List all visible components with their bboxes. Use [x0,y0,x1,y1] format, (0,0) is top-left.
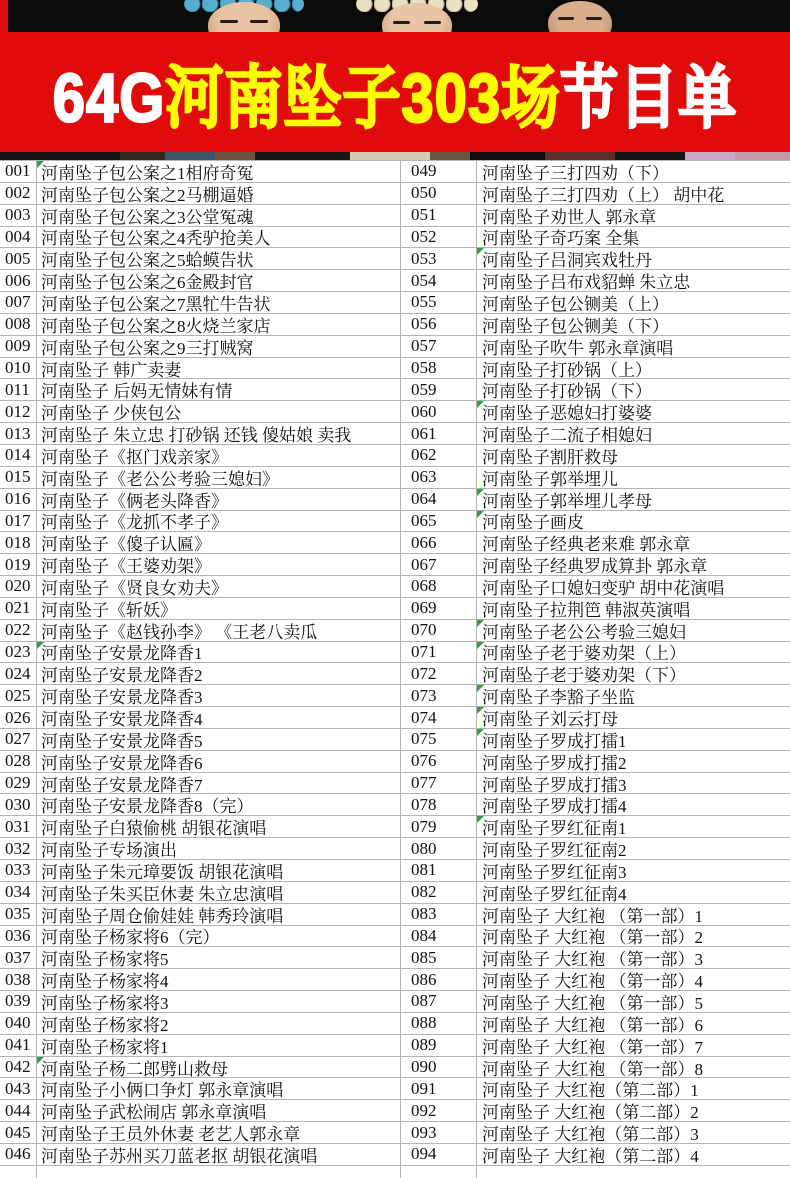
row-number-cell[interactable]: 008 [0,314,37,335]
row-number-cell[interactable]: 017 [0,511,37,532]
table-row [0,1144,790,1166]
table-row [0,642,790,664]
program-title-cell[interactable]: 河南坠子杨家将6（完） [37,926,401,947]
row-number-cell[interactable]: 076 [401,751,477,772]
table-row [0,336,790,358]
row-number-cell[interactable]: 039 [0,991,37,1012]
program-title-cell[interactable]: 河南坠子打砂锅（上） [482,360,652,379]
table-row [0,729,790,751]
table-row [0,991,790,1013]
program-title-cell[interactable]: 河南坠子安景龙降香6 [37,751,401,772]
program-title-cell[interactable]: 河南坠子包公案之8火烧兰家店 [37,314,401,335]
program-title-cell[interactable]: 河南坠子割肝救母 [482,447,618,466]
program-title-cell[interactable]: 河南坠子刘云打母 [477,707,790,728]
row-number-cell[interactable]: 010 [0,358,37,379]
program-title-cell[interactable]: 河南坠子拉荆笆 韩淑英演唱 [482,600,691,619]
program-title-cell[interactable]: 河南坠子二流子相媳妇 [482,426,652,444]
table-row [0,969,790,991]
table-row [0,1100,790,1122]
program-title-cell[interactable]: 河南坠子吹牛 郭永章演唱 [482,338,674,357]
program-title-cell[interactable]: 河南坠子老公公考验三媳妇 [477,620,790,641]
row-number-cell[interactable]: 062 [401,445,477,466]
row-number-cell[interactable]: 081 [401,860,477,881]
row-number-cell[interactable]: 042 [0,1057,37,1078]
program-title-cell[interactable]: 河南坠子经典老来难 郭永章 [482,535,691,554]
row-number-cell[interactable] [0,1166,37,1178]
row-number-cell[interactable]: 074 [401,707,477,728]
program-title-cell[interactable]: 河南坠子 大红袍 （第一部）2 [482,928,703,947]
row-number-cell[interactable]: 051 [401,205,477,226]
title-highlight: 河南坠子303场 [165,60,561,137]
program-title-cell[interactable]: 河南坠子包公铡美（上） [482,294,669,313]
table-row [0,161,790,183]
row-number-cell[interactable]: 030 [0,794,37,815]
table-row [0,620,790,642]
program-title-cell[interactable]: 河南坠子安景龙降香1 [37,642,401,663]
row-number-cell[interactable]: 070 [401,620,477,641]
table-row [0,379,790,401]
table-row [0,904,790,926]
program-title-cell[interactable]: 河南坠子安景龙降香8（完） [37,794,401,815]
program-title-cell[interactable]: 河南坠子 大红袍 （第一部）8 [482,1059,703,1078]
row-number-cell[interactable]: 072 [401,663,477,684]
row-number-cell[interactable]: 043 [0,1078,37,1099]
table-row [0,1057,790,1079]
program-title-cell[interactable]: 河南坠子《抠门戏亲家》 [37,445,401,466]
row-number-cell[interactable]: 034 [0,882,37,903]
program-table [0,160,790,1178]
table-row [0,816,790,838]
row-number-cell[interactable]: 029 [0,773,37,794]
table-row [0,445,790,467]
table-row [0,926,790,948]
program-title-cell[interactable]: 河南坠子 少侠包公 [37,401,401,422]
row-number-cell[interactable]: 084 [401,926,477,947]
row-number-cell[interactable]: 019 [0,554,37,575]
program-title-cell[interactable]: 河南坠子安景龙降香5 [37,729,401,750]
row-number-cell[interactable]: 013 [0,423,37,444]
program-title-cell[interactable]: 河南坠子《贤良女劝夫》 [37,576,401,597]
program-title-cell[interactable]: 河南坠子安景龙降香7 [37,773,401,794]
row-number-cell[interactable]: 020 [0,576,37,597]
row-number-cell[interactable]: 093 [401,1122,477,1143]
table-row [0,205,790,227]
row-number-cell[interactable]: 061 [401,423,477,444]
program-title-cell[interactable]: 河南坠子口媳妇变驴 胡中花演唱 [482,578,725,597]
program-title-cell[interactable]: 河南坠子三打四劝（上） 胡中花 [482,185,725,204]
program-title-cell[interactable]: 河南坠子朱元璋要饭 胡银花演唱 [37,860,401,881]
program-title-cell[interactable]: 河南坠子 后妈无情妹有情 [37,379,401,400]
table-row [0,227,790,249]
row-number-cell[interactable]: 014 [0,445,37,466]
row-number-cell[interactable]: 038 [0,969,37,990]
table-row [0,794,790,816]
row-number-cell[interactable]: 092 [401,1100,477,1121]
program-title-cell[interactable]: 河南坠子 大红袍 （第一部）6 [482,1015,703,1034]
program-title-cell[interactable]: 河南坠子老于婆劝架（下） [482,666,686,685]
program-title-cell[interactable]: 河南坠子 大红袍 （第一部）4 [482,972,703,991]
table-row [0,554,790,576]
row-number-cell[interactable]: 054 [401,270,477,291]
table-row [0,751,790,773]
program-title-cell[interactable] [477,1166,790,1178]
program-title-cell[interactable]: 河南坠子李豁子坐监 [477,685,790,706]
program-title-cell[interactable]: 河南坠子 大红袍 （第一部）5 [482,993,703,1012]
table-row [0,1122,790,1144]
table-row [0,947,790,969]
performers-photo-strip-top [0,0,790,32]
row-number-cell[interactable]: 053 [401,248,477,269]
program-title-cell[interactable]: 河南坠子《龙抓不孝子》 [37,511,401,532]
row-number-cell[interactable]: 007 [0,292,37,313]
program-title-cell[interactable]: 河南坠子包公案之6金殿封官 [37,270,401,291]
row-number-cell[interactable]: 059 [401,379,477,400]
program-title-cell[interactable]: 河南坠子包公案之3公堂冤魂 [37,205,401,226]
row-number-cell[interactable]: 024 [0,663,37,684]
row-number-cell[interactable]: 064 [401,489,477,510]
row-number-cell[interactable]: 091 [401,1078,477,1099]
program-title-cell[interactable]: 河南坠子安景龙降香2 [37,663,401,684]
row-number-cell[interactable]: 079 [401,816,477,837]
page-title [53,42,737,141]
row-number-cell[interactable]: 049 [401,161,477,182]
row-number-cell[interactable]: 035 [0,904,37,925]
program-title-cell[interactable]: 河南坠子杨家将4 [37,969,401,990]
program-title-cell[interactable]: 河南坠子 大红袍 （第一部）1 [482,906,703,925]
program-title-cell[interactable]: 河南坠子《傻子认匾》 [37,532,401,553]
row-number-cell[interactable]: 015 [0,467,37,488]
program-title-cell[interactable]: 河南坠子劝世人 郭永章 [482,207,657,226]
table-row [0,423,790,445]
row-number-cell[interactable]: 004 [0,227,37,248]
row-number-cell[interactable]: 011 [0,379,37,400]
row-number-cell[interactable]: 063 [401,467,477,488]
row-number-cell[interactable]: 009 [0,336,37,357]
row-number-cell[interactable]: 055 [401,292,477,313]
table-row [0,467,790,489]
row-number-cell[interactable]: 006 [0,270,37,291]
program-title-cell[interactable] [37,1166,401,1178]
row-number-cell[interactable]: 078 [401,794,477,815]
row-number-cell[interactable]: 012 [0,401,37,422]
program-title-cell[interactable]: 河南坠子罗红征南3 [482,862,627,881]
program-title-cell[interactable]: 河南坠子安景龙降香4 [37,707,401,728]
program-title-cell[interactable]: 河南坠子罗成打擂2 [482,753,627,772]
table-row [0,358,790,380]
table-row [0,598,790,620]
row-number-cell[interactable]: 089 [401,1035,477,1056]
program-title-cell[interactable]: 河南坠子《赵钱孙李》 《王老八卖瓜 [37,620,401,641]
row-number-cell[interactable]: 028 [0,751,37,772]
row-number-cell[interactable]: 057 [401,336,477,357]
program-title-cell[interactable]: 河南坠子奇巧案 全集 [482,229,640,248]
table-row [0,663,790,685]
row-number-cell[interactable]: 031 [0,816,37,837]
table-row [0,1035,790,1057]
row-number-cell[interactable]: 052 [401,227,477,248]
program-title-cell[interactable]: 河南坠子苏州买刀蓝老抠 胡银花演唱 [37,1144,401,1165]
program-title-cell[interactable]: 河南坠子王员外休妻 老艺人郭永章 [37,1122,401,1143]
table-row [0,1078,790,1100]
row-number-cell[interactable]: 083 [401,904,477,925]
table-row [0,292,790,314]
program-title-cell[interactable]: 河南坠子周仓偷娃娃 韩秀玲演唱 [37,904,401,925]
program-title-cell[interactable]: 河南坠子罗成打擂4 [482,797,627,816]
table-row [0,532,790,554]
row-number-cell[interactable]: 037 [0,947,37,968]
row-number-cell[interactable]: 050 [401,183,477,204]
program-title-cell[interactable]: 河南坠子包公案之5蛤蟆告状 [37,248,401,269]
row-number-cell[interactable]: 044 [0,1100,37,1121]
table-row [0,489,790,511]
title-prefix: 64G [52,60,166,137]
program-title-cell[interactable]: 河南坠子 朱立忠 打砂锅 还钱 傻姑娘 卖我 [37,423,401,444]
program-title-cell[interactable]: 河南坠子包公案之7黑牤牛告状 [37,292,401,313]
program-title-cell[interactable]: 河南坠子 大红袍（第二部）2 [482,1103,699,1122]
row-number-cell[interactable]: 071 [401,642,477,663]
row-number-cell[interactable]: 041 [0,1035,37,1056]
program-title-cell[interactable]: 河南坠子《王婆劝架》 [37,554,401,575]
row-number-cell[interactable]: 045 [0,1122,37,1143]
row-number-cell[interactable]: 056 [401,314,477,335]
row-number-cell[interactable]: 090 [401,1057,477,1078]
program-title-cell[interactable]: 河南坠子《斩妖》 [37,598,401,619]
row-number-cell[interactable]: 021 [0,598,37,619]
program-title-cell[interactable]: 河南坠子老于婆劝架（上） [477,642,790,663]
table-row [0,685,790,707]
program-title-cell[interactable]: 河南坠子恶媳妇打婆婆 [477,401,790,422]
row-number-cell[interactable]: 094 [401,1144,477,1165]
program-title-cell[interactable]: 河南坠子包公案之2马棚逼婚 [37,183,401,204]
program-title-cell[interactable]: 河南坠子 大红袍 （第一部）7 [482,1037,703,1056]
program-title-cell[interactable]: 河南坠子《俩老头降香》 [37,489,401,510]
program-title-cell[interactable]: 河南坠子杨家将2 [37,1013,401,1034]
table-row [0,576,790,598]
table-row [0,401,790,423]
program-title-cell[interactable]: 河南坠子 大红袍（第二部）4 [482,1146,699,1165]
table-row [0,270,790,292]
row-number-cell[interactable]: 036 [0,926,37,947]
program-title-cell[interactable]: 河南坠子包公案之1相府奇冤 [37,161,401,182]
program-title-cell[interactable]: 河南坠子武松闹店 郭永章演唱 [37,1100,401,1121]
row-number-cell[interactable]: 075 [401,729,477,750]
row-number-cell[interactable]: 069 [401,598,477,619]
program-title-cell[interactable]: 河南坠子罗成打擂3 [482,775,627,794]
row-number-cell[interactable]: 082 [401,882,477,903]
row-number-cell[interactable]: 002 [0,183,37,204]
row-number-cell[interactable]: 087 [401,991,477,1012]
program-title-cell[interactable]: 河南坠子郭举埋儿孝母 [477,489,790,510]
row-number-cell[interactable]: 080 [401,838,477,859]
program-title-cell[interactable]: 河南坠子杨家将3 [37,991,401,1012]
table-row-partial [0,1166,790,1178]
program-title-cell[interactable]: 河南坠子包公案之9三打贼窝 [37,336,401,357]
program-title-cell[interactable]: 河南坠子专场演出 [37,838,401,859]
row-number-cell[interactable]: 016 [0,489,37,510]
program-title-cell[interactable]: 河南坠子吕布戏貂蝉 朱立忠 [482,273,691,292]
program-title-cell[interactable]: 河南坠子画皮 [477,511,790,532]
program-title-cell[interactable]: 河南坠子罗红征南4 [482,884,627,903]
program-title-cell[interactable]: 河南坠子罗红征南2 [482,841,627,859]
performers-photo-strip-bottom [0,152,790,160]
row-number-cell[interactable]: 033 [0,860,37,881]
row-number-cell[interactable]: 088 [401,1013,477,1034]
program-title-cell[interactable]: 河南坠子 大红袍 （第一部）3 [482,950,703,969]
table-row [0,860,790,882]
program-title-cell[interactable]: 河南坠子罗成打擂1 [477,729,790,750]
program-title-cell[interactable]: 河南坠子小俩口争灯 郭永章演唱 [37,1078,401,1099]
performer-face [548,1,612,32]
row-number-cell[interactable]: 032 [0,838,37,859]
row-number-cell[interactable]: 065 [401,511,477,532]
red-edge-decoration [0,0,8,32]
row-number-cell[interactable]: 018 [0,532,37,553]
program-title-cell[interactable]: 河南坠子吕洞宾戏牡丹 [477,248,790,269]
program-title-cell[interactable]: 河南坠子杨二郎劈山救母 [37,1057,401,1078]
row-number-cell[interactable]: 027 [0,729,37,750]
table-row [0,511,790,533]
row-number-cell[interactable]: 077 [401,773,477,794]
row-number-cell[interactable]: 005 [0,248,37,269]
program-title-cell[interactable]: 河南坠子杨家将1 [37,1035,401,1056]
table-row [0,707,790,729]
row-number-cell[interactable]: 025 [0,685,37,706]
program-title-cell[interactable]: 河南坠子 韩广卖妻 [37,358,401,379]
table-row [0,1013,790,1035]
program-title-cell[interactable]: 河南坠子朱买臣休妻 朱立忠演唱 [37,882,401,903]
program-title-cell[interactable]: 河南坠子包公铡美（下） [482,316,669,335]
table-row [0,248,790,270]
program-title-cell[interactable]: 河南坠子安景龙降香3 [37,685,401,706]
row-number-cell[interactable]: 067 [401,554,477,575]
table-row [0,314,790,336]
row-number-cell[interactable]: 040 [0,1013,37,1034]
row-number-cell[interactable]: 086 [401,969,477,990]
row-number-cell[interactable]: 026 [0,707,37,728]
row-number-cell[interactable]: 046 [0,1144,37,1165]
table-row [0,773,790,795]
row-number-cell[interactable]: 022 [0,620,37,641]
program-title-cell[interactable]: 河南坠子三打四劝（下） [482,163,669,182]
program-title-cell[interactable]: 河南坠子杨家将5 [37,947,401,968]
title-suffix: 节目单 [560,60,738,137]
row-number-cell[interactable] [401,1166,477,1178]
program-title-cell[interactable]: 河南坠子经典罗成算卦 郭永章 [482,557,708,576]
row-number-cell[interactable]: 066 [401,532,477,553]
title-banner [0,32,790,152]
program-title-cell[interactable]: 河南坠子郭举埋儿 [482,469,618,488]
row-number-cell[interactable]: 073 [401,685,477,706]
row-number-cell[interactable]: 068 [401,576,477,597]
row-number-cell[interactable]: 023 [0,642,37,663]
row-number-cell[interactable]: 085 [401,947,477,968]
program-title-cell[interactable]: 河南坠子 大红袍（第二部）3 [482,1125,699,1143]
row-number-cell[interactable]: 003 [0,205,37,226]
program-title-cell[interactable]: 河南坠子打砂锅（下） [482,382,652,401]
table-row [0,882,790,904]
table-row [0,183,790,205]
program-title-cell[interactable]: 河南坠子 大红袍（第二部）1 [482,1081,699,1100]
program-title-cell[interactable]: 河南坠子白猿偷桃 胡银花演唱 [37,816,401,837]
program-title-cell[interactable]: 河南坠子罗红征南1 [477,816,790,837]
program-title-cell[interactable]: 河南坠子包公案之4秃驴抢美人 [37,227,401,248]
row-number-cell[interactable]: 058 [401,358,477,379]
row-number-cell[interactable]: 060 [401,401,477,422]
program-title-cell[interactable]: 河南坠子《老公公考验三媳妇》 [37,467,401,488]
table-row [0,838,790,860]
row-number-cell[interactable]: 001 [0,161,37,182]
